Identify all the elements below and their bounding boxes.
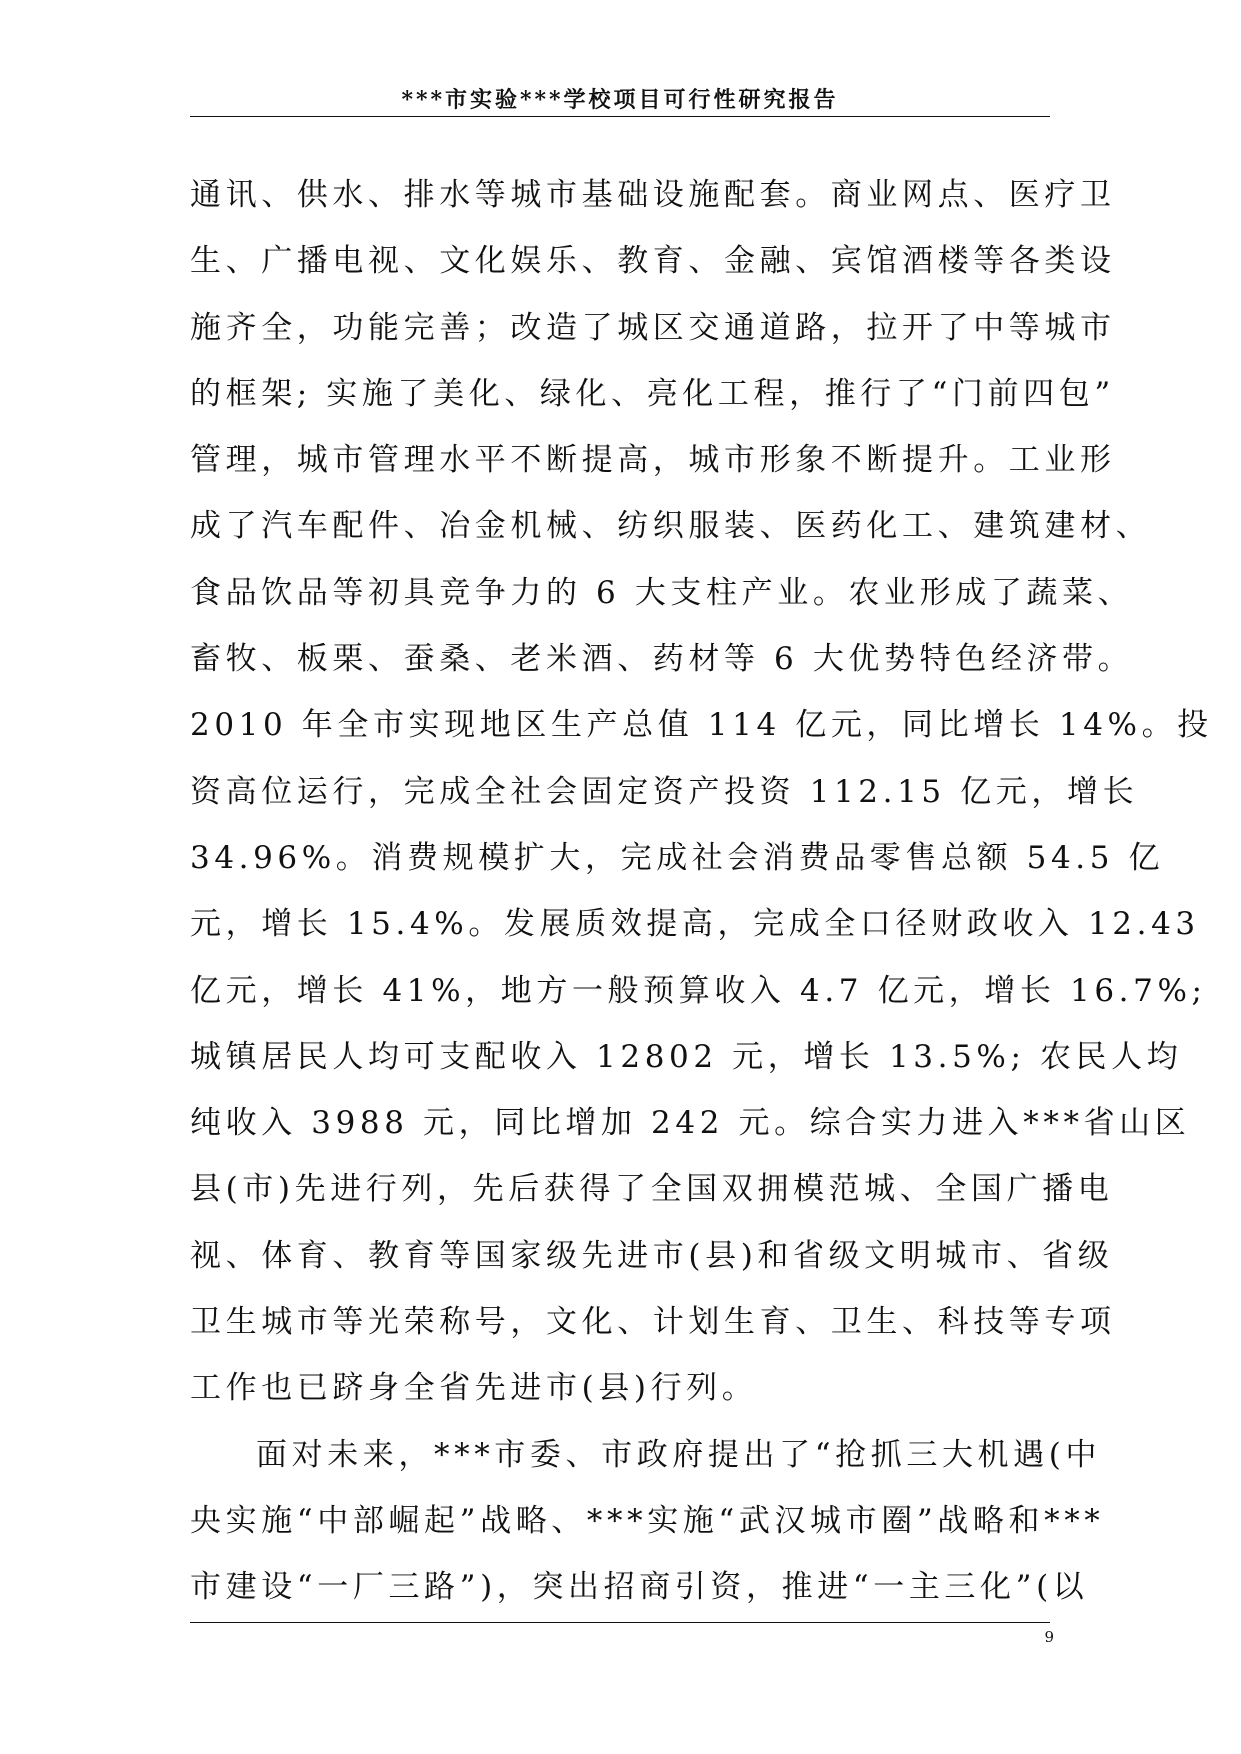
text-line: 城镇居民人均可支配收入 12802 元，增长 13.5%; 农民人均 xyxy=(190,1038,1183,1075)
page-header-title: ***市实验***学校项目可行性研究报告 xyxy=(401,87,839,113)
text-line: 元，增长 15.4%。发展质效提高，完成全口径财政收入 12.43 xyxy=(190,906,1200,943)
text-line: 的框架; 实施了美化、绿化、亮化工程，推行了“门前四包” xyxy=(190,375,1115,412)
footer-divider xyxy=(190,1622,1050,1623)
text-line: 施齐全，功能完善；改造了城区交通道路，拉开了中等城市 xyxy=(190,309,1116,346)
text-line: 成了汽车配件、冶金机械、纺织服装、医药化工、建筑建材、 xyxy=(190,508,1152,545)
text-line: 2010 年全市实现地区生产总值 114 亿元，同比增长 14%。投 xyxy=(190,707,1213,744)
text-line: 视、体育、教育等国家级先进市(县)和省级文明城市、省级 xyxy=(190,1237,1114,1274)
text-line: 生、广播电视、文化娱乐、教育、金融、宾馆酒楼等各类设 xyxy=(190,243,1116,280)
text-line: 资高位运行，完成全社会固定资产投资 112.15 亿元，增长 xyxy=(190,773,1139,810)
body-text xyxy=(190,162,1213,1621)
text-line: 34.96%。消费规模扩大，完成社会消费品零售总额 54.5 亿 xyxy=(190,839,1165,876)
text-line: 央实施“中部崛起”战略、***实施“武汉城市圈”战略和*** xyxy=(190,1502,1105,1539)
text-line: 纯收入 3988 元，同比增加 242 元。综合实力进入***省山区 xyxy=(190,1105,1191,1142)
text-line: 卫生城市等光荣称号，文化、计划生育、卫生、科技等专项 xyxy=(190,1304,1116,1341)
text-line: 通讯、供水、排水等城市基础设施配套。商业网点、医疗卫 xyxy=(190,177,1116,213)
text-line: 管理，城市管理水平不断提高，城市形象不断提升。工业形 xyxy=(190,442,1116,479)
text-line: 亿元，增长 41%，地方一般预算收入 4.7 亿元，增长 16.7%; xyxy=(190,972,1207,1009)
paragraph-first-line: 面对未来，***市委、市政府提出了“抢抓三大机遇(中 xyxy=(256,1436,1102,1473)
text-line: 畜牧、板栗、蚕桑、老米酒、药材等 6 大优势特色经济带。 xyxy=(190,641,1134,678)
header-divider xyxy=(190,116,1050,117)
text-line: 工作也已跻身全省先进市(县)行列。 xyxy=(190,1370,758,1407)
text-line: 食品饮品等初具竞争力的 6 大支柱产业。农业形成了蔬菜、 xyxy=(190,574,1134,611)
text-line: 市建设“一厂三路”)，突出招商引资，推进“一主三化”(以 xyxy=(190,1569,1089,1606)
text-line: 县(市)先进行列，先后获得了全国双拥模范城、全国广播电 xyxy=(190,1171,1114,1208)
page-number: 9 xyxy=(1044,1628,1054,1646)
